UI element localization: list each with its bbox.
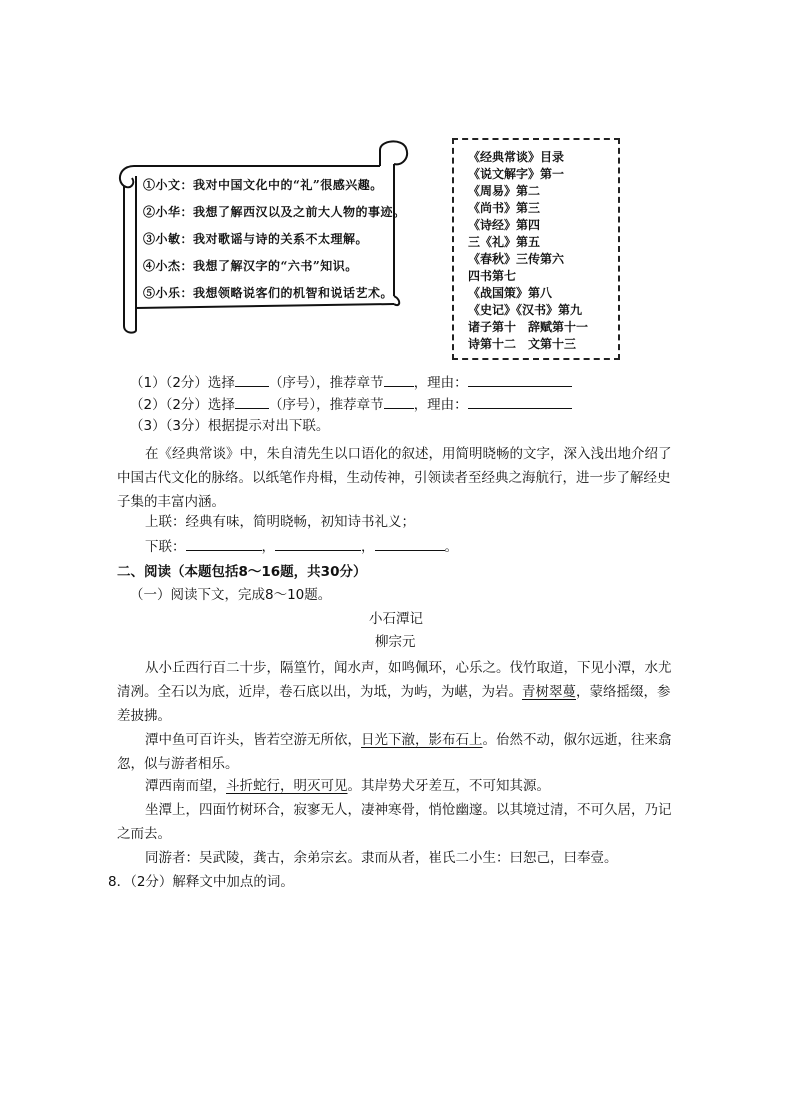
q1-choice-blank[interactable]	[235, 372, 269, 387]
section-heading: 二、阅读（本题包括8～16题，共30分）	[117, 564, 367, 580]
question-3: （3）（3分）根据提示对出下联。	[130, 418, 330, 434]
comma: ，	[361, 539, 375, 555]
p3-text: 潭西南而望，	[145, 778, 226, 794]
q2-reason-blank[interactable]	[468, 394, 572, 409]
toc-item: 《说文解字》第一	[468, 167, 565, 181]
toc-item: 诸子第十 辞赋第十一	[468, 320, 589, 334]
q2-prefix: （2）（2分）选择	[130, 397, 235, 413]
p1-text: 从小丘西行百二十步，隔篁竹，闻水声，如鸣佩环，心乐之。伐竹取道，下见小潭，水尤清冽。全石以为底，近岸，卷石底以出，为坻，为屿，为嵁，为岩。	[117, 660, 672, 700]
xialian-label: 下联：	[145, 539, 186, 555]
q1-chapter-blank[interactable]	[384, 372, 414, 387]
q1-mid1: （序号），推荐章节	[268, 375, 384, 391]
p3-text-end: 。其岸势犬牙差互，不可知其源。	[347, 778, 550, 794]
comma: ，	[261, 539, 275, 555]
p3-underlined: 斗折蛇行，明灭可见	[226, 778, 348, 794]
q1-reason-blank[interactable]	[468, 372, 572, 387]
xialian-blank-3[interactable]	[375, 536, 445, 551]
p2-text-end: 。佁然不动，俶尔远逝，往来翕忽，似与游者相乐。	[117, 732, 672, 772]
xialian	[145, 536, 458, 557]
toc-item: 《史记》《汉书》第九	[468, 303, 583, 317]
article-paragraph-1	[117, 656, 681, 728]
toc-item: 《经典常谈》目录	[468, 150, 565, 164]
period: 。	[444, 539, 458, 555]
toc-item: 三《礼》第五	[468, 235, 541, 249]
article-title: 小石潭记	[369, 611, 423, 627]
q2-choice-blank[interactable]	[235, 394, 269, 409]
p1-underlined: 青树翠蔓	[522, 684, 576, 700]
passage-text: 在《经典常谈》中，朱自清先生以口语化的叙述，用简明晓畅的文字，深入浅出地介绍了中国古代文化的脉络。以纸笔作舟楫，生动传神，引领读者至经典之海航行，进一步了解经史子集的丰富内涵。	[117, 446, 672, 510]
toc-box	[452, 138, 620, 360]
scroll-item: ②小华：我想了解西汉以及之前大人物的事迹。	[143, 205, 406, 219]
question-2	[130, 394, 572, 415]
scroll-figure	[112, 136, 412, 336]
toc-item: 《战国策》第八	[468, 286, 553, 300]
toc-item: 诗第十二 文第十三	[468, 337, 577, 351]
q1-mid2: ，理由：	[413, 375, 468, 391]
section-subheading: （一）阅读下文，完成8～10题。	[130, 587, 332, 603]
q2-chapter-blank[interactable]	[384, 394, 414, 409]
question-8: 8．（2分）解释文中加点的词。	[108, 874, 294, 890]
article-paragraph-2	[117, 728, 681, 776]
article-paragraph-5: 同游者：吴武陵，龚古，余弟宗玄。隶而从者，崔氏二小生：曰恕己，曰奉壹。	[145, 850, 618, 866]
toc-item: 四书第七	[468, 269, 517, 283]
q2-mid2: ，理由：	[413, 397, 468, 413]
toc-item: 《春秋》三传第六	[468, 252, 565, 266]
toc-item: 《周易》第二	[468, 184, 541, 198]
shanglian: 上联：经典有味，简明晓畅，初知诗书礼义；	[145, 514, 415, 530]
xialian-blank-2[interactable]	[275, 536, 361, 551]
q2-mid1: （序号），推荐章节	[268, 397, 384, 413]
q1-prefix: （1）（2分）选择	[130, 375, 235, 391]
toc-item: 《尚书》第三	[468, 201, 541, 215]
article-paragraph-4: 坐潭上，四面竹树环合，寂寥无人，凄神寒骨，悄怆幽邃。以其境过清，不可久居，乃记之而去。	[117, 802, 672, 842]
article-paragraph-3	[117, 774, 681, 798]
question-1	[130, 372, 572, 393]
scroll-item: ⑤小乐：我想领略说客们的机智和说话艺术。	[143, 286, 394, 300]
scroll-item: ①小文：我对中国文化中的“礼”很感兴趣。	[143, 178, 383, 192]
scroll-item: ③小敏：我对歌谣与诗的关系不太理解。	[143, 232, 369, 246]
p1-text-end: ，蒙络摇缀，参差披拂。	[117, 684, 671, 724]
toc-item: 《诗经》第四	[468, 218, 541, 232]
article-author: 柳宗元	[375, 634, 416, 650]
p2-text: 潭中鱼可百许头，皆若空游无所依，	[145, 732, 361, 748]
scroll-item: ④小杰：我想了解汉字的“六书”知识。	[143, 259, 358, 273]
p2-underlined: 日光下澈，影布石上	[361, 732, 483, 748]
xialian-blank-1[interactable]	[186, 536, 262, 551]
